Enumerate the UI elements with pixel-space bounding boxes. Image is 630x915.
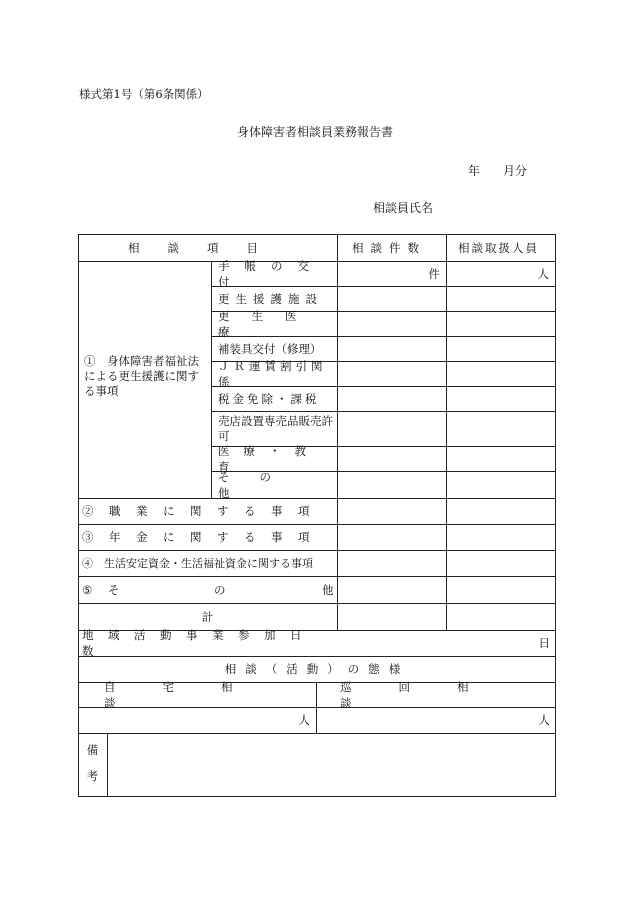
visit-consult [340, 679, 556, 710]
row-employment-text: ②職業に関する事項 [82, 504, 325, 518]
sub-item-3 [218, 308, 334, 339]
remarks-label-2: 考 [86, 769, 99, 783]
row-living-funds [82, 550, 338, 576]
rule [446, 234, 447, 630]
row-living-funds-text: ④ 生活安定資金・生活福祉資金に関する事項 [82, 557, 313, 570]
home-consult-text: 自宅相談 [104, 679, 280, 710]
unit-people: 人 [537, 266, 549, 281]
row-employment [82, 498, 336, 524]
sub-item-7: 売店設置専売品販売許可 [218, 414, 333, 443]
consultant-name-label: 相談員氏名 [373, 201, 434, 215]
row-pension [82, 524, 336, 550]
row-other-a: そ [108, 582, 120, 597]
rule [107, 733, 108, 796]
sub-item-text: 更生援護施設 [218, 291, 323, 306]
year-label: 年 [468, 164, 481, 178]
report-table [78, 234, 556, 796]
header-people [458, 234, 554, 261]
group1-label: ① 身体障害者福祉法による更生援護に関する事項 [84, 354, 199, 398]
document-title: 身体障害者相談員業務報告書 [236, 125, 393, 139]
sub-item-5 [218, 358, 334, 389]
row-other-num: ⑤ [82, 582, 93, 597]
rule [211, 261, 212, 498]
header-people-text: 相談取扱人員 [458, 240, 539, 255]
unit-visit-person: 人 [538, 713, 550, 727]
form-number: 様式第1号（第6条関係） [79, 87, 209, 101]
sub-item-text: ＪＲ運賃割引関係 [218, 358, 327, 389]
sub-item-text: その他 [218, 469, 301, 500]
sub-item-9 [218, 471, 334, 498]
rule [78, 733, 556, 734]
row-total: 計 [201, 609, 214, 624]
sub-item-8 [218, 443, 334, 474]
unit-days: 日 [538, 636, 550, 650]
visit-consult-text: 巡回相談 [340, 679, 516, 710]
month-label: 月分 [503, 164, 528, 178]
row-pension-text: ③年金に関する事項 [82, 530, 325, 544]
sub-item-text: 更生医療 [218, 308, 319, 339]
row-other-c: 他 [322, 582, 334, 597]
sub-item-6 [218, 386, 334, 411]
home-consult [104, 679, 316, 710]
sub-item-1 [218, 258, 334, 289]
header-item-text: 相談項目 [128, 240, 286, 255]
row-community-text: 地域活動事業参加日数 [82, 628, 316, 658]
sub-item-text: 補装具交付（修理） [218, 341, 322, 356]
sub-item-text: 手帳の交付 [218, 258, 324, 289]
sub-item-text: 医療・教育 [218, 443, 320, 474]
sub-item-text: 税金免除・課税 [218, 391, 320, 406]
unit-home-person: 人 [298, 713, 310, 727]
header-count [352, 234, 442, 261]
mode-heading-text: 相談（活動）の態様 [224, 662, 410, 676]
remarks-label-1: 備 [86, 743, 99, 757]
header-count-text: 相談件数 [352, 240, 426, 255]
unit-count: 件 [428, 266, 440, 281]
row-other [82, 576, 334, 603]
rule [78, 796, 556, 797]
row-other-b: の [214, 582, 226, 597]
row-community [82, 630, 340, 656]
